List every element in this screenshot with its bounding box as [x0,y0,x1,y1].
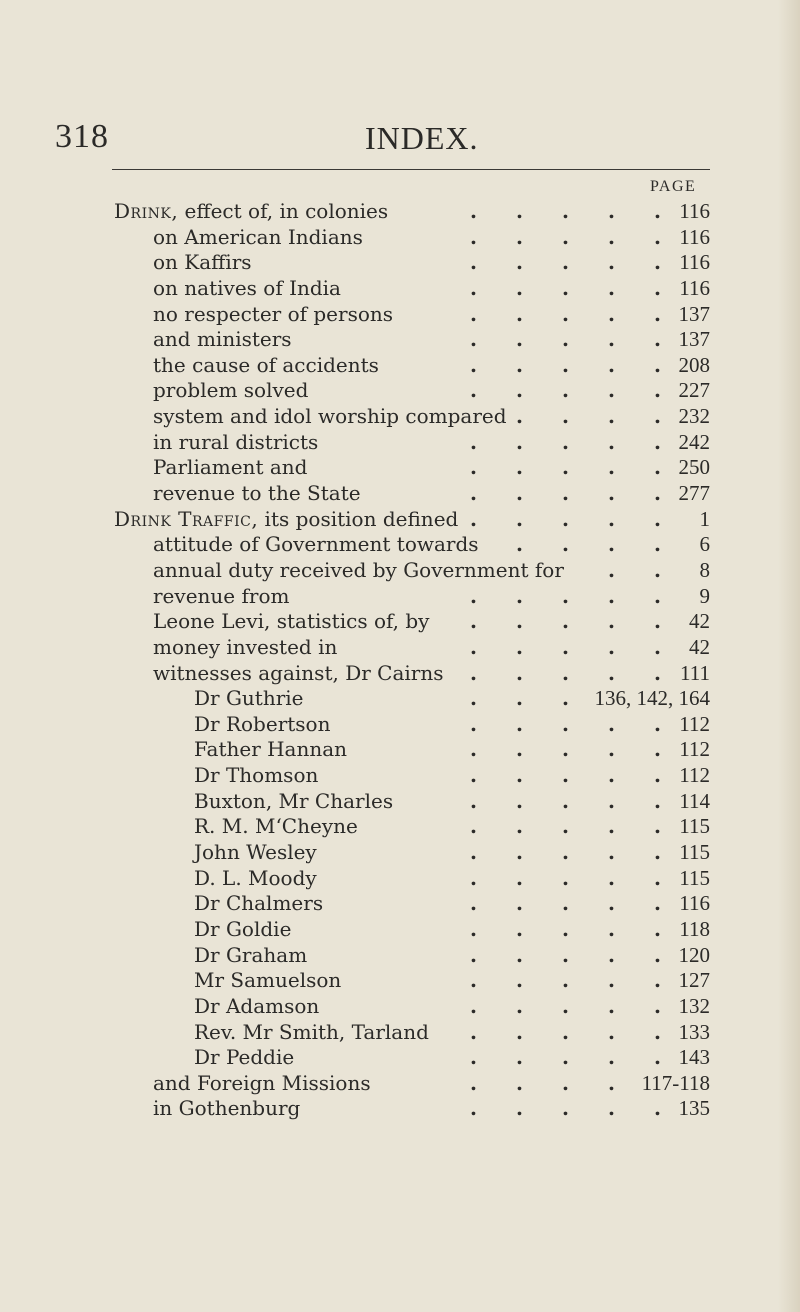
header-rule [112,169,710,170]
index-entry: Dr Thomson . . . . . 112 [194,763,710,788]
index-entry: and ministers . . . . . 137 [153,327,710,352]
index-term [194,840,317,866]
index-entry: revenue to the State . . . . . 277 [153,481,710,506]
page-reference: 112 [679,737,710,762]
index-term-text: in Gothenburg [153,1096,301,1121]
page-reference: 115 [679,814,710,839]
page-reference: 6 [699,532,710,557]
page-reference: 115 [679,865,710,890]
index-term-text: no respecter of persons [153,301,394,326]
index-entry: R. M. M‘Cheyne . . . . . 115 [194,814,710,839]
index-entry: on natives of India . . . . . 116 [153,275,710,300]
index-term [153,250,252,276]
index-term [153,455,307,481]
index-term-text: the cause of accidents [153,352,379,377]
running-title: INDEX. [365,120,479,156]
index-term [194,763,318,789]
index-entry: Dr Graham . . . . . 120 [194,942,710,967]
index-entry: Dr Goldie . . . . . 118 [194,916,710,941]
page-reference: 112 [679,711,710,736]
index-term-text: Father Hannan [194,737,348,762]
index-term [194,814,358,840]
page-reference: 116 [679,891,710,916]
index-entry: and Foreign Missions . . . . 117-118 [153,1070,710,1095]
index-entry: on Kaffirs . . . . . 116 [153,250,710,275]
index-entry: Mr Samuelson . . . . . 127 [194,968,710,993]
index-entry: Dr Peddie . . . . . 143 [194,1045,710,1070]
index-term [153,661,443,687]
index-entries [0,199,800,1122]
index-entry: on American Indians . . . . . 116 [153,224,710,249]
index-term-text: and ministers [153,327,292,352]
index-term-text: Dr Peddie [194,1045,295,1070]
page-reference: 208 [678,352,710,377]
index-entry: Dr Chalmers . . . . . 116 [194,891,710,916]
page-reference: 232 [678,404,710,429]
page-reference: 277 [678,481,710,506]
index-entry: Dr Robertson . . . . . 112 [194,711,710,736]
page-reference: 116 [679,275,710,300]
page-reference: 42 [689,634,710,659]
page-reference: 132 [678,993,710,1018]
index-term-text: effect of, in colonies [178,199,389,223]
index-term [153,558,564,584]
index-term-text: revenue to the State [153,481,361,506]
page-reference: 242 [678,429,710,454]
page-reference: 127 [678,968,710,993]
index-entry: Dr Guthrie . . . 136, 142, 164 [194,686,710,711]
index-term-text: Dr Goldie [194,916,292,941]
page-column-label: PAGE [650,178,697,195]
index-heading-word: Drink, [114,199,179,223]
page-reference: 8 [699,557,710,582]
index-term-text: money invested in [153,634,338,659]
page-reference: 116 [679,199,710,223]
index-entry: in rural districts . . . . . 242 [153,429,710,454]
index-term [153,635,337,661]
index-entry: Parliament and . . . . . 250 [153,455,710,480]
index-entry: Buxton, Mr Charles . . . . . 114 [194,788,710,813]
index-term [194,917,291,943]
page-reference: 137 [678,301,710,326]
index-term-text: and Foreign Missions [153,1070,371,1095]
index-term [194,968,341,994]
index-term [153,609,429,635]
page-reference: 133 [678,1019,710,1044]
index-term-text: Buxton, Mr Charles [194,788,394,813]
index-term-text: revenue from [153,583,290,608]
index-term [153,1096,300,1122]
index-term [194,1045,294,1071]
page-reference: 115 [679,840,710,865]
page-number: 318 [55,118,109,155]
index-term-text: Leone Levi, statistics of, by [153,609,430,634]
page-reference: 114 [679,788,710,813]
index-entry: attitude of Government towards . . . . 6 [153,532,710,557]
index-term-text: on American Indians [153,224,363,249]
page-reference: 111 [680,660,710,685]
index-entry: in Gothenburg . . . . . 135 [153,1096,710,1121]
index-entry: system and idol worship compared . . . . 232 [153,404,710,429]
index-term-text: Dr Adamson [194,993,320,1018]
page-reference: 116 [679,250,710,275]
index-term [153,404,507,430]
index-term [194,866,317,892]
index-term [153,353,379,379]
page-header [0,118,800,158]
page-reference: 143 [678,1045,710,1070]
index-entry: money invested in . . . . . 42 [153,634,710,659]
index-entry: John Wesley . . . . . 115 [194,840,710,865]
index-term [153,302,393,328]
index-term [194,686,304,712]
page-reference: 9 [699,583,710,608]
index-term-text: Dr Chalmers [194,891,324,916]
index-term [194,994,319,1020]
index-heading-word: Drink Traffic, [114,506,259,531]
page-reference: 136, 142, 164 [594,686,710,711]
index-term [153,276,341,302]
index-term [194,1020,429,1046]
page-reference: 227 [678,378,710,403]
index-term [153,1071,371,1097]
page-reference: 112 [679,763,710,788]
index-entry: annual duty received by Government for . . 8 [153,557,710,582]
index-term-text: in rural districts [153,429,319,454]
index-term [153,327,292,353]
index-term [114,507,458,533]
index-term-text: Rev. Mr Smith, Tarland [194,1019,429,1044]
index-term-text: system and idol worship compared [153,404,507,429]
index-term-text: attitude of Government towards [153,532,479,557]
index-term [194,737,347,763]
index-term [194,943,307,969]
index-term-text: D. L. Moody [194,865,317,890]
index-term-text: Dr Thomson [194,763,319,788]
index-entry: no respecter of persons . . . . . 137 [153,301,710,326]
index-entry: D. L. Moody . . . . . 115 [194,865,710,890]
page-reference: 42 [689,609,710,634]
index-term [194,712,330,738]
index-entry: the cause of accidents . . . . . 208 [153,352,710,377]
index-term [153,430,318,456]
index-entry: Leone Levi, statistics of, by . . . . . 42 [153,609,710,634]
index-term [153,584,289,610]
page-reference: 1 [699,506,710,531]
index-term-text: Parliament and [153,455,308,480]
index-entry: Rev. Mr Smith, Tarland . . . . . 133 [194,1019,710,1044]
index-term-text: on Kaffirs [153,250,252,275]
index-entry: Father Hannan . . . . . 112 [194,737,710,762]
page-reference: 135 [678,1096,710,1121]
index-term [153,378,308,404]
index-entry: problem solved . . . . . 227 [153,378,710,403]
page-reference: 120 [678,942,710,967]
index-term [194,891,323,917]
page-reference: 250 [678,455,710,480]
index-term-text: on natives of India [153,275,341,300]
page-reference: 117-118 [641,1070,710,1095]
index-term-text: its position defined [258,506,459,531]
index-term-text: problem solved [153,378,309,403]
index-term-text: Mr Samuelson [194,968,342,993]
index-term-text: witnesses against, Dr Cairns [153,660,444,685]
index-term-text: Dr Guthrie [194,686,304,711]
index-entry: revenue from . . . . . 9 [153,583,710,608]
index-entry: Dr Adamson . . . . . 132 [194,993,710,1018]
index-term [194,789,393,815]
index-term [153,225,363,251]
page-reference: 118 [679,916,710,941]
index-term-text: John Wesley [194,840,317,865]
index-entry: Drink, effect of, in colonies . . . . . 116 [114,199,710,223]
page-reference: 116 [679,224,710,249]
index-term-text: R. M. M‘Cheyne [194,814,358,839]
index-term [153,481,361,507]
index-entry: witnesses against, Dr Cairns . . . . . 111 [153,660,710,685]
index-term [114,199,388,225]
index-term-text: Dr Graham [194,942,308,967]
index-term-text: Dr Robertson [194,711,331,736]
index-term [153,532,479,558]
index-term-text: annual duty received by Government for [153,557,564,582]
page-reference: 137 [678,327,710,352]
index-entry: Drink Traffic, its position defined . . . . . 1 [114,506,710,531]
